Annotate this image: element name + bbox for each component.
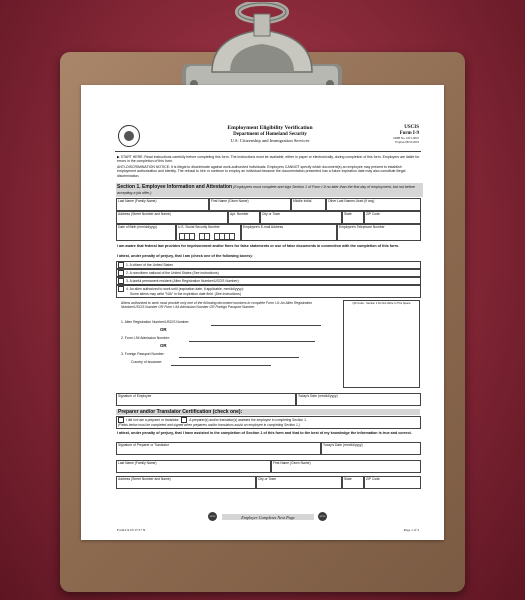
preparer-last-name-field[interactable]: Last Name (Family Name) [116,460,271,473]
preparer-state-field[interactable]: State [342,476,364,489]
preparer-note: (Fields below must be completed and signed when preparers and/or translators assist an employee in completing Section 1.) [118,423,300,427]
omb-number: OMB No. 1615-0047 [393,136,419,140]
preparer-signature-field[interactable]: Signature of Preparer or Translator [116,442,321,455]
stop-sign-icon: STOP [208,512,217,521]
i94-number-input[interactable] [189,341,315,342]
qr-code-note: QR Code - Section 1 Do Not Write In This Space [352,302,411,305]
form-i9-page [115,116,422,540]
stop-sign-icon-right: STOP [318,512,327,521]
preparer-address-field[interactable]: Address (Street Number and Name) [116,476,256,489]
option-permanent-resident[interactable]: 3. A lawful permanent resident (Alien Registration Number/USCIS Number): [116,277,421,285]
telephone-field[interactable]: Employee's Telephone Number [337,224,421,241]
apt-number-field[interactable]: Apt. Number [228,211,260,224]
preparer-title: Preparer and/or Translator Certification (check one): [118,409,243,415]
preparer-attest: I attest, under penalty of perjury, that I have assisted in the completion of Section 1 of this form and that to the best of my knowledge the information is true and correct. [117,431,412,435]
employee-date-field[interactable]: Today's Date (mm/dd/yyyy) [296,393,421,406]
ssn-boxes: - - [179,233,239,239]
uscis-label: USCIS [404,125,419,130]
ssn-field[interactable] [176,224,241,241]
preparer-date-field[interactable]: Today's Date (mm/dd/yyyy) [321,442,421,455]
city-field[interactable]: City or Town [260,211,342,224]
employee-signature-field[interactable]: Signature of Employee [116,393,296,406]
form-id: Form I-9 07/17/17 N [117,528,146,532]
middle-initial-field[interactable]: Middle Initial [291,198,326,211]
noncitizen-checkbox[interactable] [118,270,124,276]
aware-notice: I am aware that federal law provides for imprisonment and/or fines for false statements or use of false documents in connection with the completion of this form. [117,244,399,248]
attest-statement: I attest, under penalty of perjury, that I am (check one of the following boxes): [117,254,253,258]
header-rule [115,151,421,152]
anti-discrimination-notice: ANTI-DISCRIMINATION NOTICE: It is illegal to discriminate against work-authorized individuals. Employers CANNOT specify which document(s) an employee may present to establish employment authorization and identity. The refusal to hire or continue to employ an individual because the documentation presented has a future expiration date may also constitute illegal discrimination. [117,165,406,178]
option-alien-authorized[interactable]: 4. An alien authorized to work until (expiration date, if applicable, mm/dd/yyyy): Some aliens may write "N/A" in the expiration date field. (See instructions) [116,285,421,298]
passport-number-label: 3. Foreign Passport Number: [121,352,165,356]
last-name-field[interactable]: Last Name (Family Name) [116,198,209,211]
country-issuance-label: Country of Issuance: [131,360,163,364]
form-title: Employment Eligibility Verification [227,125,313,131]
first-name-field[interactable]: First Name (Given Name) [209,198,291,211]
preparer-assisted-label: A preparer(s) and/or translator(s) assisted the employee in completing Section 1. [189,417,307,422]
qr-code-box [343,300,420,388]
section1-subtitle: (Employees must complete and sign Section 1 of Form I-9 no later than the first day of employment, but not before accepting a job offer.) [117,185,415,196]
form-number: Form I-9 [399,131,419,136]
employer-next-page: Employer Completes Next Page [222,514,314,520]
or-label-1: OR [160,327,167,332]
expiration-date: Expires 08/31/2019 [395,140,419,144]
country-issuance-input[interactable] [171,365,271,366]
na-note: Some aliens may write "N/A" in the expiration date field. (See instructions) [130,292,241,296]
option-citizen[interactable]: 1. A citizen of the United States [116,261,421,269]
preparer-options [116,416,421,429]
stop-banner [208,512,333,522]
start-here-notice: ▶ START HERE: Read instructions carefully before completing this form. The instructions must be available, either in paper or electronically, during completion of this form. Employers are liable for errors in the completion of this form. [117,155,420,164]
department-name: Department of Homeland Security [233,132,307,137]
no-preparer-label: I did not use a preparer or translator. [126,417,180,422]
page-number: Page 1 of 3 [403,528,419,532]
address-field[interactable]: Address (Street Number and Name) [116,211,228,224]
ssn-label: U.S. Social Security Number [178,225,220,229]
passport-number-input[interactable] [179,357,299,358]
date-of-birth-field[interactable]: Date of Birth (mm/dd/yyyy) [116,224,176,241]
email-field[interactable]: Employee's E-mail Address [241,224,337,241]
zip-code-field[interactable]: ZIP Code [364,211,421,224]
section1-header [116,183,423,197]
citizen-checkbox[interactable] [118,262,124,268]
state-field[interactable]: State [342,211,364,224]
preparer-zip-field[interactable]: ZIP Code [364,476,421,489]
option-noncitizen-national[interactable]: 2. A noncitizen national of the United States (See instructions) [116,269,421,277]
or-label-2: OR [160,343,167,348]
alien-authorized-checkbox[interactable] [118,286,124,292]
i94-number-label: 2. Form I-94 Admission Number: [121,336,170,340]
agency-name: U.S. Citizenship and Immigration Services [230,138,310,143]
other-last-names-field[interactable]: Other Last Names Used (if any) [326,198,421,211]
preparer-first-name-field[interactable]: First Name (Given Name) [271,460,421,473]
permanent-resident-checkbox[interactable] [118,278,124,284]
alien-instructions: Aliens authorized to work must provide only one of the following document numbers to complete Form I-9: An Alien Registration Number/USCIS Number OR Form I-94 Admission Number OR Foreign Passport Number. [121,301,313,310]
alien-number-label: 1. Alien Registration Number/USCIS Number: [121,320,190,324]
section1-title: Section 1. Employee Information and Attestation [117,184,233,190]
preparer-city-field[interactable]: City or Town [256,476,342,489]
preparer-header [116,409,420,415]
dhs-seal-icon [118,125,140,147]
alien-number-input[interactable] [211,325,321,326]
